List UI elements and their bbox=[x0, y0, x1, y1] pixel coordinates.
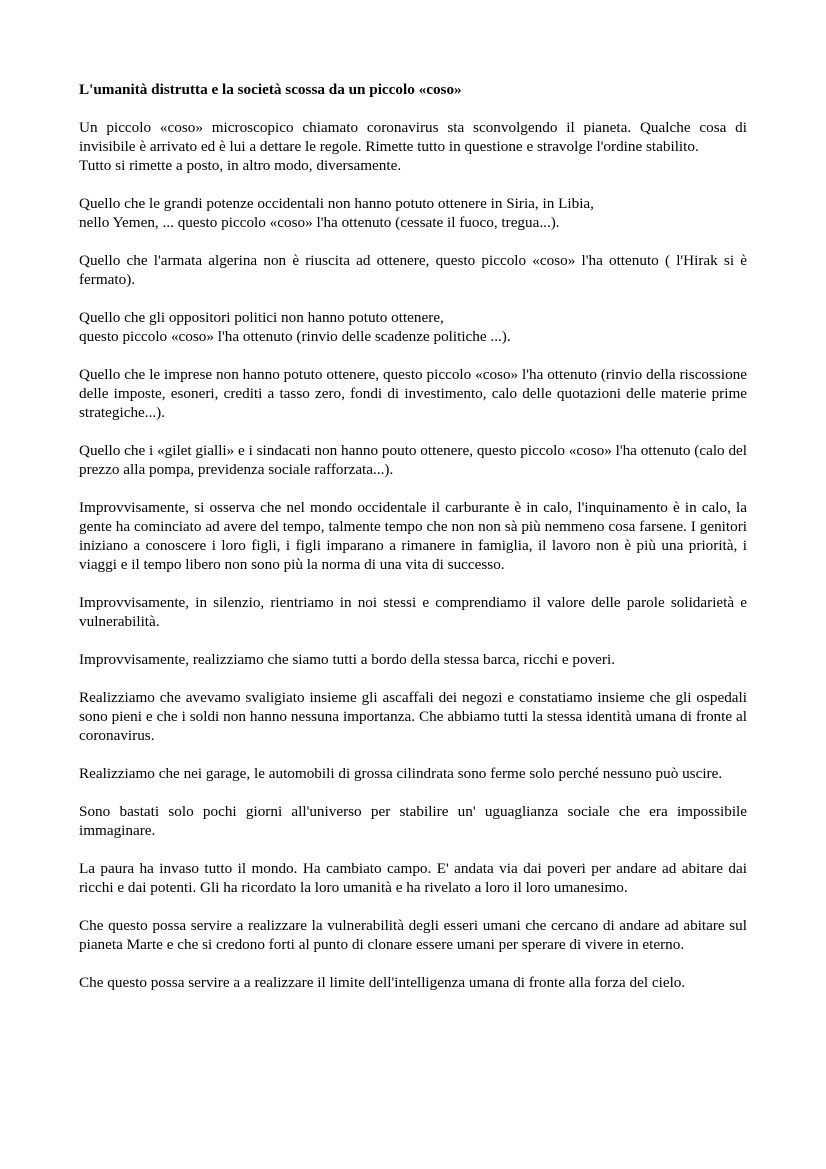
paragraph-line: Quello che gli oppositori politici non hanno potuto ottenere, bbox=[79, 309, 444, 326]
paragraph-vulnerability-mars: Che questo possa servire a realizzare la vulnerabilità degli esseri umani che cercano di andare ad abitare sul pianeta Marte e che si credono forti al punto di clonare essere umani per sperare di vivere in eterno. bbox=[79, 917, 747, 953]
paragraph-businesses: Quello che le imprese non hanno potuto ottenere, questo piccolo «coso» l'ha ottenuto (rinvio della riscossione delle imposte, esoneri, crediti a tasso zero, fondi di investimento, calo delle quotazioni delle materie prime strategiche...). bbox=[79, 366, 747, 421]
paragraph-line: questo piccolo «coso» l'ha ottenuto (rinvio delle scadenze politiche ...). bbox=[79, 328, 511, 345]
paragraph-fear: La paura ha invaso tutto il mondo. Ha cambiato campo. E' andata via dai poveri per andare ad abitare dai ricchi e dai potenti. Gli ha ricordato la loro umanità e ha rivelato a loro il loro umanesimo. bbox=[79, 860, 747, 896]
paragraph-suddenly-silence: Improvvisamente, in silenzio, rientriamo in noi stessi e comprendiamo il valore delle parole solidarietà e vulnerabilità. bbox=[79, 594, 747, 630]
intro-closing-line: Tutto si rimette a posto, in altro modo, diversamente. bbox=[79, 157, 402, 174]
paragraph-shelves-hospitals: Realizziamo che avevamo svaligiato insieme gli ascaffali dei negozi e constatiamo insieme che gli ospedali sono pieni e che i soldi non hanno nessuna importanza. Che abbiamo tutti la stessa identità umana di fronte al coronavirus. bbox=[79, 689, 747, 744]
paragraph-western-powers bbox=[79, 194, 747, 232]
paragraph-same-boat: Improvvisamente, realizziamo che siamo tutti a bordo della stessa barca, ricchi e poveri. bbox=[79, 651, 615, 668]
paragraph-line: nello Yemen, ... questo piccolo «coso» l'ha ottenuto (cessate il fuoco, tregua...). bbox=[79, 214, 560, 231]
paragraph-garages: Realizziamo che nei garage, le automobili di grossa cilindrata sono ferme solo perché nessuno può uscire. bbox=[79, 765, 723, 782]
paragraph-suddenly-western-world: Improvvisamente, si osserva che nel mondo occidentale il carburante è in calo, l'inquinamento è in calo, la gente ha cominciato ad avere del tempo, talmente tempo che non non sà più nemmeno cosa farsene. I genitori iniziano a conoscere i loro figli, i figli imparano a rimanere in famiglia, il lavoro non è più una priorità, i viaggi e il tempo libero non sono più la norma di una vita di successo. bbox=[79, 499, 747, 573]
paragraph-social-equality: Sono bastati solo pochi giorni all'universo per stabilire un' uguaglianza sociale che era impossibile immaginare. bbox=[79, 803, 747, 839]
document-title: L'umanità distrutta e la società scossa da un piccolo «coso» bbox=[79, 81, 462, 98]
document-page bbox=[79, 80, 747, 1011]
intro-paragraph: Un piccolo «coso» microscopico chiamato coronavirus sta sconvolgendo il pianeta. Qualche cosa di invisibile è arrivato ed è lui a dettare le regole. Rimette tutto in questione e stravolge l'ordine stabilito. bbox=[79, 119, 747, 155]
paragraph-algerian-army: Quello che l'armata algerina non è riuscita ad ottenere, questo piccolo «coso» l'ha ottenuto ( l'Hirak si è fermato). bbox=[79, 252, 747, 288]
paragraph-political-opponents bbox=[79, 308, 747, 346]
paragraph-yellow-vests: Quello che i «gilet gialli» e i sindacati non hanno pouto ottenere, questo piccolo «coso» l'ha ottenuto (calo del prezzo alla pompa, previdenza sociale rafforzata...). bbox=[79, 442, 747, 478]
paragraph-line: Quello che le grandi potenze occidentali non hanno potuto ottenere in Siria, in Libia, bbox=[79, 195, 594, 212]
paragraph-limit-intelligence: Che questo possa servire a a realizzare il limite dell'intelligenza umana di fronte alla forza del cielo. bbox=[79, 974, 686, 991]
